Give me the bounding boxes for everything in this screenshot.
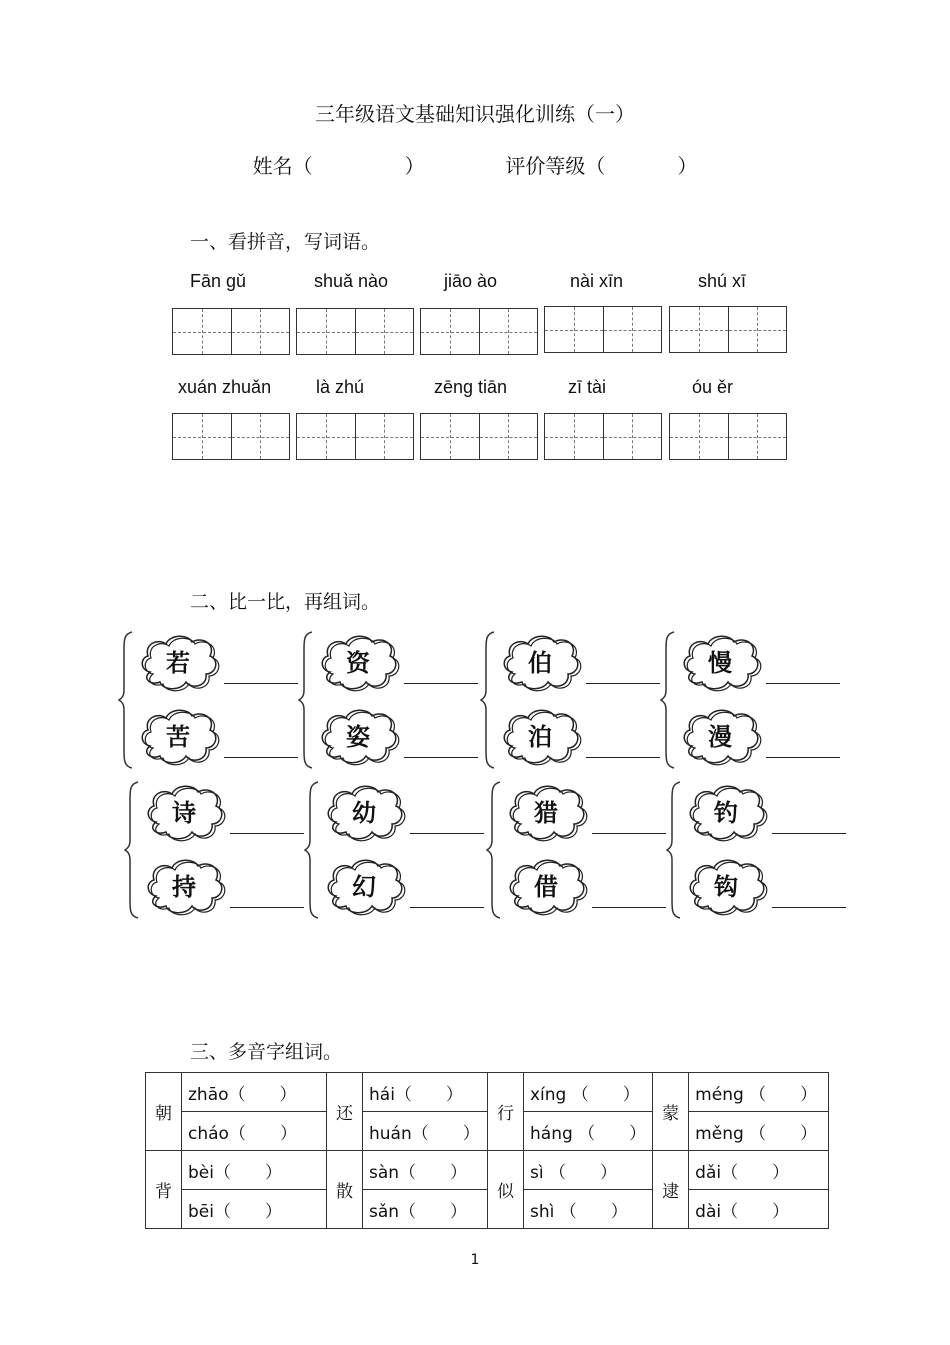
answer-blank[interactable] bbox=[592, 906, 666, 908]
compare-char: 幼 bbox=[352, 798, 376, 827]
answer-blank[interactable] bbox=[404, 756, 478, 758]
answer-blank[interactable] bbox=[586, 756, 660, 758]
answer-blank[interactable] bbox=[592, 832, 666, 834]
polyphone-reading[interactable]: dài（ ） bbox=[689, 1190, 829, 1229]
brace-icon bbox=[298, 630, 318, 770]
compare-char: 泊 bbox=[528, 722, 552, 751]
polyphone-reading[interactable]: hái（ ） bbox=[363, 1073, 488, 1112]
polyphone-char: 似 bbox=[488, 1151, 524, 1229]
writing-grid[interactable] bbox=[669, 413, 787, 460]
character-cloud bbox=[136, 632, 220, 694]
answer-blank[interactable] bbox=[224, 756, 298, 758]
writing-grid[interactable] bbox=[544, 413, 662, 460]
pinyin: shuǎ nào bbox=[314, 271, 389, 291]
pinyin: shú xī bbox=[698, 271, 747, 291]
compare-char: 姿 bbox=[346, 722, 370, 751]
character-cloud bbox=[322, 782, 406, 844]
polyphone-reading[interactable]: bèi（ ） bbox=[182, 1151, 327, 1190]
character-cloud bbox=[678, 706, 762, 768]
polyphone-char: 行 bbox=[488, 1073, 524, 1151]
compare-char: 伯 bbox=[528, 648, 552, 677]
compare-char: 持 bbox=[172, 872, 196, 901]
character-cloud bbox=[504, 782, 588, 844]
polyphone-reading[interactable]: sì （ ） bbox=[524, 1151, 653, 1190]
brace-icon bbox=[124, 780, 144, 920]
polyphone-reading[interactable]: bēi（ ） bbox=[182, 1190, 327, 1229]
writing-grid[interactable] bbox=[420, 308, 538, 355]
answer-blank[interactable] bbox=[224, 682, 298, 684]
polyphone-reading[interactable]: cháo（ ） bbox=[182, 1112, 327, 1151]
answer-blank[interactable] bbox=[586, 682, 660, 684]
name-close: ） bbox=[404, 154, 425, 178]
page-number: 1 bbox=[470, 1252, 480, 1268]
page-title: 三年级语文基础知识强化训练（一） bbox=[315, 102, 635, 126]
writing-grid[interactable] bbox=[296, 413, 414, 460]
character-cloud bbox=[498, 706, 582, 768]
brace-icon bbox=[480, 630, 500, 770]
writing-grid[interactable] bbox=[544, 306, 662, 353]
character-cloud bbox=[504, 856, 588, 918]
polyphone-char: 逮 bbox=[653, 1151, 689, 1229]
polyphone-table bbox=[145, 1072, 829, 1229]
polyphone-char: 还 bbox=[327, 1073, 363, 1151]
pinyin: là zhú bbox=[316, 377, 365, 397]
character-cloud bbox=[136, 706, 220, 768]
character-cloud bbox=[142, 856, 226, 918]
character-cloud bbox=[316, 632, 400, 694]
pinyin: Fān gǔ bbox=[190, 271, 247, 291]
compare-char: 幻 bbox=[352, 872, 376, 901]
polyphone-reading[interactable]: shì （ ） bbox=[524, 1190, 653, 1229]
polyphone-reading[interactable]: méng （ ） bbox=[689, 1073, 829, 1112]
compare-char: 苦 bbox=[166, 722, 190, 751]
polyphone-reading[interactable]: sàn（ ） bbox=[363, 1151, 488, 1190]
grade-label: 评价等级（ bbox=[505, 154, 606, 178]
answer-blank[interactable] bbox=[772, 832, 846, 834]
character-cloud bbox=[322, 856, 406, 918]
grade-close: ） bbox=[677, 154, 698, 178]
compare-char: 慢 bbox=[708, 648, 732, 677]
polyphone-reading[interactable]: háng （ ） bbox=[524, 1112, 653, 1151]
pinyin: jiāo ào bbox=[444, 271, 498, 291]
brace-icon bbox=[666, 780, 686, 920]
answer-blank[interactable] bbox=[404, 682, 478, 684]
writing-grid[interactable] bbox=[172, 308, 290, 355]
character-cloud bbox=[142, 782, 226, 844]
answer-blank[interactable] bbox=[410, 906, 484, 908]
compare-char: 诗 bbox=[172, 798, 196, 827]
polyphone-char: 背 bbox=[146, 1151, 182, 1229]
compare-char: 若 bbox=[166, 648, 190, 677]
brace-icon bbox=[304, 780, 324, 920]
character-cloud bbox=[316, 706, 400, 768]
brace-icon bbox=[486, 780, 506, 920]
section2-heading: 二、比一比，再组词。 bbox=[190, 591, 381, 613]
compare-char: 资 bbox=[346, 648, 370, 677]
polyphone-reading[interactable]: měng （ ） bbox=[689, 1112, 829, 1151]
pinyin: óu ěr bbox=[692, 377, 734, 397]
answer-blank[interactable] bbox=[766, 682, 840, 684]
compare-char: 钩 bbox=[714, 872, 738, 901]
compare-char: 漫 bbox=[708, 722, 732, 751]
section3-heading: 三、多音字组词。 bbox=[190, 1041, 343, 1063]
section1-heading: 一、看拼音，写词语。 bbox=[190, 231, 381, 253]
polyphone-reading[interactable]: zhāo（ ） bbox=[182, 1073, 327, 1112]
name-grade-line bbox=[0, 150, 950, 179]
character-cloud bbox=[498, 632, 582, 694]
character-cloud bbox=[684, 782, 768, 844]
character-cloud bbox=[678, 632, 762, 694]
pinyin: zēng tiān bbox=[434, 377, 508, 397]
writing-grid[interactable] bbox=[296, 308, 414, 355]
character-cloud bbox=[684, 856, 768, 918]
answer-blank[interactable] bbox=[772, 906, 846, 908]
writing-grid[interactable] bbox=[172, 413, 290, 460]
compare-char: 借 bbox=[534, 872, 558, 901]
polyphone-char: 朝 bbox=[146, 1073, 182, 1151]
polyphone-char: 蒙 bbox=[653, 1073, 689, 1151]
answer-blank[interactable] bbox=[410, 832, 484, 834]
polyphone-reading[interactable]: sǎn（ ） bbox=[363, 1190, 488, 1229]
polyphone-char: 散 bbox=[327, 1151, 363, 1229]
polyphone-reading[interactable]: xíng （ ） bbox=[524, 1073, 653, 1112]
brace-icon bbox=[118, 630, 138, 770]
answer-blank[interactable] bbox=[766, 756, 840, 758]
pinyin: nài xīn bbox=[570, 271, 624, 291]
polyphone-reading[interactable]: huán（ ） bbox=[363, 1112, 488, 1151]
pinyin: xuán zhuǎn bbox=[178, 377, 272, 397]
answer-blank[interactable] bbox=[230, 906, 304, 908]
polyphone-reading[interactable]: dǎi（ ） bbox=[689, 1151, 829, 1190]
name-label: 姓名（ bbox=[252, 154, 313, 178]
writing-grid[interactable] bbox=[420, 413, 538, 460]
compare-char: 猎 bbox=[534, 798, 558, 827]
pinyin: zī tài bbox=[568, 377, 607, 397]
brace-icon bbox=[660, 630, 680, 770]
answer-blank[interactable] bbox=[230, 832, 304, 834]
compare-char: 钓 bbox=[714, 798, 738, 827]
writing-grid[interactable] bbox=[669, 306, 787, 353]
